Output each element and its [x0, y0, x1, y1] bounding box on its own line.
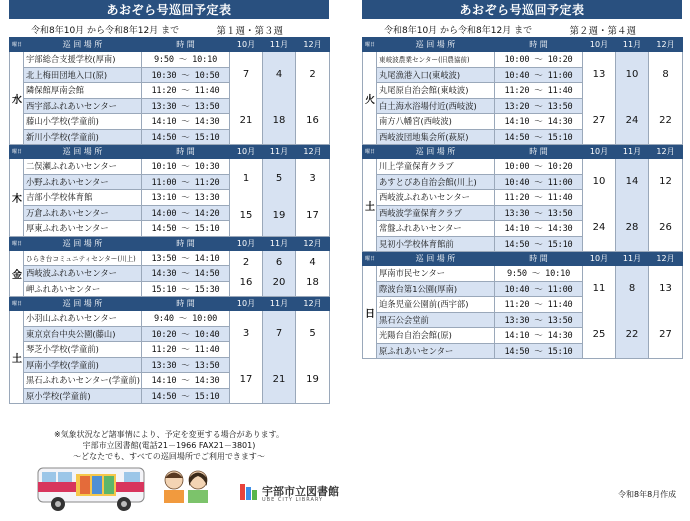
header-time: 時 間 — [142, 38, 230, 52]
right-schedule-table — [362, 37, 683, 359]
stop-name: 小野ふれあいセンター — [24, 174, 142, 190]
stop-name: 万倉ふれあいセンター — [24, 205, 142, 221]
visit-dates-m11 — [616, 52, 649, 145]
visit-dates-m12 — [296, 311, 330, 404]
stop-name: 原小学校(学童前) — [24, 388, 142, 404]
stop-time: 10:20 ～ 10:40 — [142, 326, 230, 342]
stop-time: 14:30 ～ 14:50 — [142, 266, 230, 282]
stop-name: 光陽台自治会館(原) — [377, 328, 495, 344]
stop-time: 10:00 ～ 10:20 — [495, 159, 583, 175]
visit-date-second: 20 — [272, 277, 286, 289]
stop-time: 10:40 ～ 11:00 — [495, 281, 583, 297]
visit-date-first: 10 — [625, 69, 639, 80]
visit-date-first: 3 — [309, 172, 316, 184]
table-header-row — [363, 252, 683, 266]
visit-date-second: 27 — [659, 329, 672, 340]
visit-date-first: 5 — [275, 172, 283, 184]
weekday-cell: 火 — [363, 52, 377, 145]
left-weeks: 第１週・第３週 — [216, 25, 283, 37]
stop-time: 11:20 ～ 11:40 — [142, 342, 230, 358]
visit-date-second: 24 — [592, 222, 606, 233]
stop-name: 迫条児童公園前(西宇部) — [377, 297, 495, 313]
header-time: 時 間 — [142, 145, 230, 159]
visit-dates-m10 — [583, 52, 616, 145]
stop-name: 黒石ふれあいセンター(学童前) — [24, 373, 142, 389]
visit-dates-m10 — [583, 266, 616, 359]
header-day: 曜日 — [10, 38, 24, 52]
stop-time: 15:10 ～ 15:30 — [142, 281, 230, 297]
visit-date-second: 17 — [239, 374, 253, 385]
weekday-cell: 土 — [363, 159, 377, 252]
stop-name: 厚南市民センター — [377, 266, 495, 282]
stop-time: 13:30 ～ 13:50 — [142, 98, 230, 114]
header-day: 曜日 — [10, 297, 24, 311]
visit-date-second: 18 — [306, 277, 319, 289]
table-header-row — [10, 38, 330, 52]
library-logo-icon — [240, 484, 260, 500]
visit-dates-m10 — [230, 250, 263, 297]
visit-date-second: 16 — [239, 277, 253, 289]
table-row — [10, 250, 330, 266]
table-header-row — [10, 236, 330, 250]
weather-note: ※気象状況など諸事情により、予定を変更する場合があります。 — [53, 430, 285, 439]
stop-time: 10:00 ～ 10:20 — [495, 52, 583, 68]
table-row — [10, 52, 330, 68]
visit-date-first: 4 — [275, 69, 283, 80]
stop-time: 9:40 ～ 10:00 — [142, 311, 230, 327]
left-period: 令和8年10月 から令和8年12月 まで — [31, 26, 180, 36]
visit-date-second: 19 — [306, 374, 319, 385]
stop-name: 厚南小学校(学童前) — [24, 357, 142, 373]
stop-time: 14:10 ～ 14:30 — [495, 114, 583, 130]
header-dec: 12月 — [296, 145, 330, 159]
stop-name: 丸尾漁港入口(東岐波) — [377, 67, 495, 83]
visit-date-second: 21 — [239, 115, 253, 126]
visit-date-first: 13 — [659, 283, 672, 294]
stop-name: あすとぴあ自治会館(川上) — [377, 174, 495, 190]
header-oct: 10月 — [583, 38, 616, 52]
header-time: 時 間 — [495, 145, 583, 159]
header-time: 時 間 — [495, 252, 583, 266]
visit-date-first: 11 — [592, 283, 606, 294]
table-row — [10, 311, 330, 327]
stop-name: 東岐波農業センター(旧農協前) — [377, 52, 495, 68]
stop-time: 9:50 ～ 10:10 — [142, 52, 230, 68]
header-day: 曜日 — [363, 145, 377, 159]
visit-date-second: 18 — [272, 115, 286, 126]
usage-note: ～どなたでも、すべての巡回場所でご利用できます～ — [73, 452, 265, 461]
stop-time: 13:20 ～ 13:50 — [495, 98, 583, 114]
visit-date-first: 10 — [592, 176, 606, 187]
stop-time: 10:40 ～ 11:00 — [495, 67, 583, 83]
visit-dates-m11 — [616, 159, 649, 252]
stop-time: 14:00 ～ 14:20 — [142, 205, 230, 221]
stop-name: 原ふれあいセンター — [377, 343, 495, 359]
visit-date-second: 24 — [625, 115, 639, 126]
stop-time: 11:20 ～ 11:40 — [495, 83, 583, 99]
stop-name: 白土海水浴場付近(西岐波) — [377, 98, 495, 114]
stop-time: 13:30 ～ 13:50 — [495, 312, 583, 328]
stop-time: 14:50 ～ 15:10 — [495, 236, 583, 252]
weekday-cell: 土 — [10, 311, 24, 404]
visit-date-second: 25 — [592, 329, 606, 340]
table-header-row — [363, 145, 683, 159]
stop-name: 黒石公会堂前 — [377, 312, 495, 328]
header-nov: 11月 — [263, 236, 296, 250]
header-place: 巡 回 場 所 — [377, 145, 495, 159]
visit-date-first: 8 — [662, 69, 669, 80]
stop-name: 宇部総合支援学校(厚南) — [24, 52, 142, 68]
stop-name: 吉部小学校体育館 — [24, 190, 142, 206]
mobile-library-bus-icon — [36, 462, 154, 514]
stop-time: 10:10 ～ 10:30 — [142, 159, 230, 175]
visit-date-first: 5 — [309, 328, 316, 339]
visit-dates-m12 — [649, 52, 683, 145]
header-dec: 12月 — [649, 145, 683, 159]
visit-date-first: 14 — [625, 176, 639, 187]
stop-name: 東京京台中央公園(藤山) — [24, 326, 142, 342]
left-schedule-table — [9, 37, 330, 404]
header-time: 時 間 — [142, 297, 230, 311]
visit-dates-m12 — [296, 250, 330, 297]
header-time: 時 間 — [142, 236, 230, 250]
stop-time: 11:00 ～ 11:20 — [142, 174, 230, 190]
stop-name: 小羽山ふれあいセンター — [24, 311, 142, 327]
header-nov: 11月 — [616, 145, 649, 159]
visit-date-second: 21 — [272, 374, 286, 385]
header-oct: 10月 — [583, 252, 616, 266]
visit-date-second: 16 — [306, 115, 319, 126]
visit-date-second: 22 — [625, 329, 639, 340]
stop-time: 10:40 ～ 11:00 — [495, 174, 583, 190]
library-contact: 宇部市立図書館(電話21－1966 FAX21－3801) — [82, 441, 256, 450]
visit-date-second: 22 — [659, 115, 672, 126]
stop-time: 11:20 ～ 11:40 — [142, 83, 230, 99]
visit-dates-m12 — [296, 52, 330, 145]
right-schedule-panel — [362, 0, 682, 359]
left-title: あおぞら号巡回予定表 — [9, 0, 329, 19]
weekday-cell: 木 — [10, 159, 24, 237]
visit-date-second: 27 — [592, 115, 606, 126]
stop-name: 西岐波団地集会所(萩原) — [377, 129, 495, 145]
children-reading-icon — [160, 466, 212, 506]
created-date: 令和8年8月作成 — [618, 490, 677, 499]
visit-dates-m10 — [583, 159, 616, 252]
visit-date-second: 15 — [239, 209, 253, 221]
header-place: 巡 回 場 所 — [24, 145, 142, 159]
stop-time: 14:50 ～ 15:10 — [142, 221, 230, 237]
stop-name: 見初小学校体育館前 — [377, 236, 495, 252]
header-oct: 10月 — [230, 236, 263, 250]
header-place: 巡 回 場 所 — [24, 236, 142, 250]
header-oct: 10月 — [583, 145, 616, 159]
stop-time: 13:30 ～ 13:50 — [142, 357, 230, 373]
weekday-cell: 日 — [363, 266, 377, 359]
stop-time: 14:50 ～ 15:10 — [495, 129, 583, 145]
stop-name: 西岐波学童保育クラブ — [377, 205, 495, 221]
visit-dates-m12 — [649, 159, 683, 252]
stop-name: 二俣瀬ふれあいセンター — [24, 159, 142, 175]
stop-name: ひらき台コミュニティセンター(川上) — [24, 250, 142, 266]
visit-date-second: 26 — [659, 222, 672, 233]
visit-dates-m10 — [230, 311, 263, 404]
stop-time: 11:20 ～ 11:40 — [495, 297, 583, 313]
visit-date-first: 7 — [242, 69, 250, 80]
header-dec: 12月 — [296, 297, 330, 311]
header-day: 曜日 — [10, 236, 24, 250]
visit-dates-m12 — [296, 159, 330, 237]
header-dec: 12月 — [296, 38, 330, 52]
header-place: 巡 回 場 所 — [24, 297, 142, 311]
left-schedule-panel — [9, 0, 329, 404]
visit-dates-m11 — [616, 266, 649, 359]
header-nov: 11月 — [616, 252, 649, 266]
visit-date-first: 1 — [242, 172, 250, 184]
table-row — [363, 159, 683, 175]
weekday-cell: 水 — [10, 52, 24, 145]
table-row — [363, 52, 683, 68]
visit-date-second: 28 — [625, 222, 639, 233]
header-nov: 11月 — [616, 38, 649, 52]
stop-name: 北上梅田団地入口(原) — [24, 67, 142, 83]
stop-name: 際波台第1公園(厚南) — [377, 281, 495, 297]
header-place: 巡 回 場 所 — [377, 252, 495, 266]
header-nov: 11月 — [263, 38, 296, 52]
header-oct: 10月 — [230, 297, 263, 311]
header-nov: 11月 — [263, 297, 296, 311]
stop-name: 南方八幡宮(西岐波) — [377, 114, 495, 130]
stop-time: 11:20 ～ 11:40 — [495, 190, 583, 206]
header-time: 時 間 — [495, 38, 583, 52]
stop-time: 13:30 ～ 13:50 — [495, 205, 583, 221]
weekday-cell: 金 — [10, 250, 24, 297]
visit-date-first: 6 — [275, 257, 283, 269]
stop-time: 10:30 ～ 10:50 — [142, 67, 230, 83]
visit-date-first: 4 — [309, 257, 316, 269]
visit-date-first: 8 — [628, 283, 636, 294]
visit-dates-m12 — [649, 266, 683, 359]
visit-dates-m11 — [263, 311, 296, 404]
table-header-row — [10, 145, 330, 159]
header-place: 巡 回 場 所 — [377, 38, 495, 52]
visit-dates-m11 — [263, 52, 296, 145]
right-title: あおぞら号巡回予定表 — [362, 0, 682, 19]
library-logo-english: UBE CITY LIBRARY — [262, 497, 324, 503]
stop-name: 厚東ふれあいセンター — [24, 221, 142, 237]
stop-time: 9:50 ～ 10:10 — [495, 266, 583, 282]
stop-name: 岬ふれあいセンター — [24, 281, 142, 297]
visit-date-first: 7 — [275, 328, 283, 339]
right-period: 令和8年10月 から令和8年12月 まで — [384, 26, 533, 36]
header-dec: 12月 — [649, 38, 683, 52]
visit-dates-m10 — [230, 159, 263, 237]
table-header-row — [10, 297, 330, 311]
stop-name: 西岐波ふれあいセンター — [377, 190, 495, 206]
visit-date-first: 12 — [659, 176, 672, 187]
stop-name: 丸尾原自治会館(東岐波) — [377, 83, 495, 99]
stop-name: 川上学童保育クラブ — [377, 159, 495, 175]
stop-time: 13:50 ～ 14:10 — [142, 250, 230, 266]
table-header-row — [363, 38, 683, 52]
header-dec: 12月 — [649, 252, 683, 266]
stop-time: 14:50 ～ 15:10 — [142, 388, 230, 404]
stop-time: 14:10 ～ 14:30 — [142, 114, 230, 130]
library-logo-text: 宇部市立図書館 — [262, 485, 339, 498]
stop-time: 14:10 ～ 14:30 — [495, 328, 583, 344]
visit-date-second: 19 — [272, 209, 286, 221]
right-weeks: 第２週・第４週 — [569, 25, 636, 37]
header-place: 巡 回 場 所 — [24, 38, 142, 52]
header-day: 曜日 — [10, 145, 24, 159]
table-row — [10, 159, 330, 175]
header-day: 曜日 — [363, 38, 377, 52]
stop-time: 14:10 ～ 14:30 — [495, 221, 583, 237]
visit-dates-m11 — [263, 250, 296, 297]
stop-time: 14:10 ～ 14:30 — [142, 373, 230, 389]
stop-time: 14:50 ～ 15:10 — [142, 129, 230, 145]
visit-date-first: 2 — [242, 257, 250, 269]
stop-name: 琴芝小学校(学童前) — [24, 342, 142, 358]
header-dec: 12月 — [296, 236, 330, 250]
visit-dates-m11 — [263, 159, 296, 237]
visit-date-second: 17 — [306, 209, 319, 221]
header-day: 曜日 — [363, 252, 377, 266]
visit-dates-m10 — [230, 52, 263, 145]
stop-time: 13:10 ～ 13:30 — [142, 190, 230, 206]
stop-name: 新川小学校(学童前) — [24, 129, 142, 145]
stop-name: 隣保館厚南会館 — [24, 83, 142, 99]
stop-name: 常盤ふれあいセンター — [377, 221, 495, 237]
header-nov: 11月 — [263, 145, 296, 159]
visit-date-first: 3 — [242, 328, 250, 339]
table-row — [363, 266, 683, 282]
header-oct: 10月 — [230, 145, 263, 159]
visit-date-first: 13 — [592, 69, 606, 80]
visit-date-first: 2 — [309, 69, 316, 80]
stop-name: 西岐波ふれあいセンター — [24, 266, 142, 282]
stop-time: 14:50 ～ 15:10 — [495, 343, 583, 359]
header-oct: 10月 — [230, 38, 263, 52]
stop-name: 西宇部ふれあいセンター — [24, 98, 142, 114]
stop-name: 藤山小学校(学童前) — [24, 114, 142, 130]
